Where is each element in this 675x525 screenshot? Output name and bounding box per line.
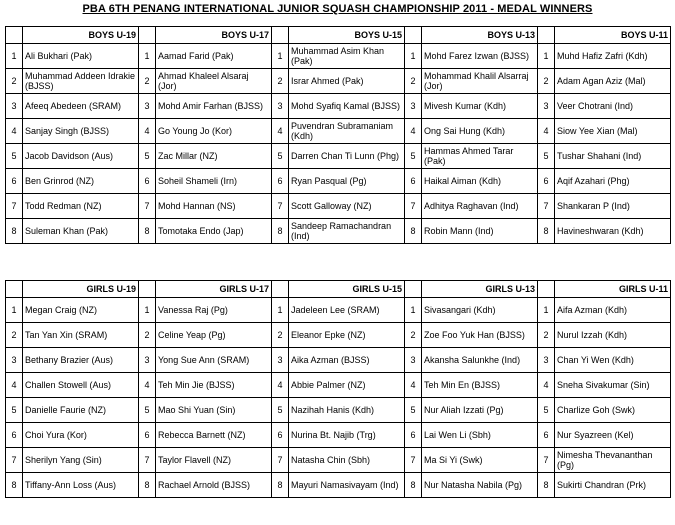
player-name: Zac Millar (NZ) (156, 144, 272, 169)
table-row (6, 473, 671, 498)
player-name: Natasha Chin (Sbh) (289, 448, 405, 473)
player-name: Puvendran Subramaniam (Kdh) (289, 119, 405, 144)
table-row (6, 194, 671, 219)
player-name: Sanjay Singh (BJSS) (23, 119, 139, 144)
player-name: Adam Agan Aziz (Mal) (555, 69, 671, 94)
rank-number: 7 (272, 448, 289, 473)
player-name: Ahmad Khaleel Alsaraj (Jor) (156, 69, 272, 94)
player-name: Sivasangari (Kdh) (422, 298, 538, 323)
rank-number: 2 (405, 69, 422, 94)
player-name: Danielle Faurie (NZ) (23, 398, 139, 423)
rank-number: 1 (139, 298, 156, 323)
rank-number: 5 (6, 144, 23, 169)
blank-cell (272, 27, 289, 44)
blank-cell (538, 27, 555, 44)
player-name: Nur Syazreen (Kel) (555, 423, 671, 448)
table-row (6, 119, 671, 144)
rank-number: 7 (405, 194, 422, 219)
rank-number: 8 (272, 473, 289, 498)
player-name: Mohd Syafiq Kamal (BJSS) (289, 94, 405, 119)
rank-number: 6 (405, 169, 422, 194)
rank-number: 8 (405, 219, 422, 244)
rank-number: 6 (139, 423, 156, 448)
boys-medal-table (5, 26, 671, 244)
category-header: BOYS U-13 (422, 27, 538, 44)
rank-number: 3 (6, 348, 23, 373)
player-name: Choi Yura (Kor) (23, 423, 139, 448)
rank-number: 5 (6, 398, 23, 423)
rank-number: 4 (405, 373, 422, 398)
table-row (6, 219, 671, 244)
player-name: Aifa Azman (Kdh) (555, 298, 671, 323)
player-name: Sandeep Ramachandran (Ind) (289, 219, 405, 244)
rank-number: 8 (538, 219, 555, 244)
rank-number: 1 (272, 298, 289, 323)
player-name: Megan Craig (NZ) (23, 298, 139, 323)
player-name: Suleman Khan (Pak) (23, 219, 139, 244)
player-name: Muhd Hafiz Zafri (Kdh) (555, 44, 671, 69)
rank-number: 6 (6, 169, 23, 194)
rank-number: 8 (139, 219, 156, 244)
rank-number: 4 (538, 373, 555, 398)
player-name: Sukirti Chandran (Prk) (555, 473, 671, 498)
rank-number: 2 (272, 323, 289, 348)
rank-number: 8 (405, 473, 422, 498)
rank-number: 6 (538, 423, 555, 448)
table-row (6, 348, 671, 373)
player-name: Tiffany-Ann Loss (Aus) (23, 473, 139, 498)
player-name: Mohd Hannan (NS) (156, 194, 272, 219)
player-name: Nur Natasha Nabila (Pg) (422, 473, 538, 498)
player-name: Tushar Shahani (Ind) (555, 144, 671, 169)
player-name: Teh Min Jie (BJSS) (156, 373, 272, 398)
rank-number: 3 (272, 94, 289, 119)
player-name: Nurul Izzah (Kdh) (555, 323, 671, 348)
player-name: Mayuri Namasivayam (Ind) (289, 473, 405, 498)
rank-number: 3 (538, 348, 555, 373)
player-name: Rebecca Barnett (NZ) (156, 423, 272, 448)
rank-number: 5 (538, 398, 555, 423)
table-row (6, 69, 671, 94)
category-header: GIRLS U-11 (555, 281, 671, 298)
rank-number: 3 (6, 94, 23, 119)
girls-medal-table (5, 280, 671, 498)
player-name: Muhammad Addeen Idrakie (BJSS) (23, 69, 139, 94)
category-header: GIRLS U-13 (422, 281, 538, 298)
player-name: Mohd Farez Izwan (BJSS) (422, 44, 538, 69)
page-title: PBA 6TH PENANG INTERNATIONAL JUNIOR SQUASH CHAMPIONSHIP 2011 - MEDAL WINNERS (82, 3, 593, 15)
rank-number: 4 (405, 119, 422, 144)
player-name: Robin Mann (Ind) (422, 219, 538, 244)
category-header: BOYS U-11 (555, 27, 671, 44)
rank-number: 7 (272, 194, 289, 219)
category-header: BOYS U-15 (289, 27, 405, 44)
player-name: Aamad Farid (Pak) (156, 44, 272, 69)
category-header: BOYS U-17 (156, 27, 272, 44)
rank-number: 3 (139, 348, 156, 373)
player-name: Aqif Azahari (Phg) (555, 169, 671, 194)
category-header: GIRLS U-17 (156, 281, 272, 298)
table-row (6, 423, 671, 448)
player-name: Mao Shi Yuan (Sin) (156, 398, 272, 423)
rank-number: 4 (538, 119, 555, 144)
rank-number: 5 (538, 144, 555, 169)
rank-number: 1 (405, 44, 422, 69)
category-header: GIRLS U-15 (289, 281, 405, 298)
table-row (6, 94, 671, 119)
rank-number: 8 (139, 473, 156, 498)
rank-number: 1 (6, 298, 23, 323)
table-row (6, 44, 671, 69)
player-name: Vanessa Raj (Pg) (156, 298, 272, 323)
rank-number: 3 (272, 348, 289, 373)
rank-number: 2 (139, 323, 156, 348)
player-name: Abbie Palmer (NZ) (289, 373, 405, 398)
rank-number: 6 (139, 169, 156, 194)
rank-number: 1 (272, 44, 289, 69)
player-name: Muhammad Asim Khan (Pak) (289, 44, 405, 69)
player-name: Scott Galloway (NZ) (289, 194, 405, 219)
player-name: Ong Sai Hung (Kdh) (422, 119, 538, 144)
player-name: Sherilyn Yang (Sin) (23, 448, 139, 473)
player-name: Afeeq Abedeen (SRAM) (23, 94, 139, 119)
player-name: Havineshwaran (Kdh) (555, 219, 671, 244)
rank-number: 1 (538, 298, 555, 323)
rank-number: 7 (139, 448, 156, 473)
rank-number: 1 (6, 44, 23, 69)
blank-cell (405, 281, 422, 298)
rank-number: 2 (139, 69, 156, 94)
rank-number: 6 (6, 423, 23, 448)
player-name: Nurina Bt. Najib (Trg) (289, 423, 405, 448)
player-name: Tan Yan Xin (SRAM) (23, 323, 139, 348)
player-name: Jadeleen Lee (SRAM) (289, 298, 405, 323)
rank-number: 4 (139, 373, 156, 398)
player-name: Ryan Pasqual (Pg) (289, 169, 405, 194)
rank-number: 7 (405, 448, 422, 473)
rank-number: 5 (405, 398, 422, 423)
blank-cell (6, 27, 23, 44)
blank-cell (139, 281, 156, 298)
rank-number: 2 (405, 323, 422, 348)
player-name: Eleanor Epke (NZ) (289, 323, 405, 348)
player-name: Go Young Jo (Kor) (156, 119, 272, 144)
player-name: Bethany Brazier (Aus) (23, 348, 139, 373)
player-name: Taylor Flavell (NZ) (156, 448, 272, 473)
rank-number: 6 (272, 169, 289, 194)
rank-number: 8 (272, 219, 289, 244)
player-name: Jacob Davidson (Aus) (23, 144, 139, 169)
player-name: Rachael Arnold (BJSS) (156, 473, 272, 498)
rank-number: 1 (538, 44, 555, 69)
blank-cell (272, 281, 289, 298)
blank-cell (139, 27, 156, 44)
table-row (6, 448, 671, 473)
table-row (6, 373, 671, 398)
player-name: Mivesh Kumar (Kdh) (422, 94, 538, 119)
player-name: Ali Bukhari (Pak) (23, 44, 139, 69)
player-name: Todd Redman (NZ) (23, 194, 139, 219)
rank-number: 5 (139, 398, 156, 423)
category-header: BOYS U-19 (23, 27, 139, 44)
rank-number: 6 (272, 423, 289, 448)
player-name: Veer Chotrani (Ind) (555, 94, 671, 119)
player-name: Sneha Sivakumar (Sin) (555, 373, 671, 398)
player-name: Yong Sue Ann (SRAM) (156, 348, 272, 373)
player-name: Siow Yee Xian (Mal) (555, 119, 671, 144)
player-name: Zoe Foo Yuk Han (BJSS) (422, 323, 538, 348)
player-name: Nazihah Hanis (Kdh) (289, 398, 405, 423)
player-name: Challen Stowell (Aus) (23, 373, 139, 398)
table-row (6, 144, 671, 169)
rank-number: 5 (272, 398, 289, 423)
player-name: Celine Yeap (Pg) (156, 323, 272, 348)
player-name: Haikal Aiman (Kdh) (422, 169, 538, 194)
rank-number: 2 (272, 69, 289, 94)
rank-number: 6 (538, 169, 555, 194)
player-name: Teh Min En (BJSS) (422, 373, 538, 398)
player-name: Hammas Ahmed Tarar (Pak) (422, 144, 538, 169)
player-name: Tomotaka Endo (Jap) (156, 219, 272, 244)
rank-number: 4 (272, 119, 289, 144)
rank-number: 5 (139, 144, 156, 169)
player-name: Ma Si Yi (Swk) (422, 448, 538, 473)
rank-number: 4 (6, 373, 23, 398)
rank-number: 7 (6, 448, 23, 473)
rank-number: 3 (405, 348, 422, 373)
player-name: Mohammad Khalil Alsarraj (Jor) (422, 69, 538, 94)
player-name: Darren Chan Ti Lunn (Phg) (289, 144, 405, 169)
blank-cell (538, 281, 555, 298)
rank-number: 8 (538, 473, 555, 498)
rank-number: 2 (538, 323, 555, 348)
girls-header-row (6, 281, 671, 298)
category-header: GIRLS U-19 (23, 281, 139, 298)
player-name: Charlize Goh (Swk) (555, 398, 671, 423)
rank-number: 4 (139, 119, 156, 144)
blank-cell (405, 27, 422, 44)
rank-number: 7 (538, 194, 555, 219)
player-name: Aika Azman (BJSS) (289, 348, 405, 373)
table-row (6, 398, 671, 423)
player-name: Nur Aliah Izzati (Pg) (422, 398, 538, 423)
player-name: Chan Yi Wen (Kdh) (555, 348, 671, 373)
rank-number: 5 (272, 144, 289, 169)
rank-number: 8 (6, 219, 23, 244)
rank-number: 3 (139, 94, 156, 119)
table-row (6, 323, 671, 348)
player-name: Adhitya Raghavan (Ind) (422, 194, 538, 219)
boys-header-row (6, 27, 671, 44)
player-name: Lai Wen Li (Sbh) (422, 423, 538, 448)
rank-number: 1 (139, 44, 156, 69)
rank-number: 2 (6, 69, 23, 94)
table-row (6, 169, 671, 194)
player-name: Mohd Amir Farhan (BJSS) (156, 94, 272, 119)
rank-number: 3 (405, 94, 422, 119)
player-name: Ben Grinrod (NZ) (23, 169, 139, 194)
rank-number: 7 (538, 448, 555, 473)
rank-number: 5 (405, 144, 422, 169)
player-name: Nimesha Thevananthan (Pg) (555, 448, 671, 473)
rank-number: 7 (6, 194, 23, 219)
rank-number: 4 (272, 373, 289, 398)
rank-number: 6 (405, 423, 422, 448)
rank-number: 2 (538, 69, 555, 94)
player-name: Israr Ahmed (Pak) (289, 69, 405, 94)
rank-number: 3 (538, 94, 555, 119)
rank-number: 7 (139, 194, 156, 219)
rank-number: 8 (6, 473, 23, 498)
player-name: Soheil Shameli (Irn) (156, 169, 272, 194)
rank-number: 1 (405, 298, 422, 323)
rank-number: 4 (6, 119, 23, 144)
rank-number: 2 (6, 323, 23, 348)
player-name: Akansha Salunkhe (Ind) (422, 348, 538, 373)
table-row (6, 298, 671, 323)
player-name: Shankaran P (Ind) (555, 194, 671, 219)
blank-cell (6, 281, 23, 298)
